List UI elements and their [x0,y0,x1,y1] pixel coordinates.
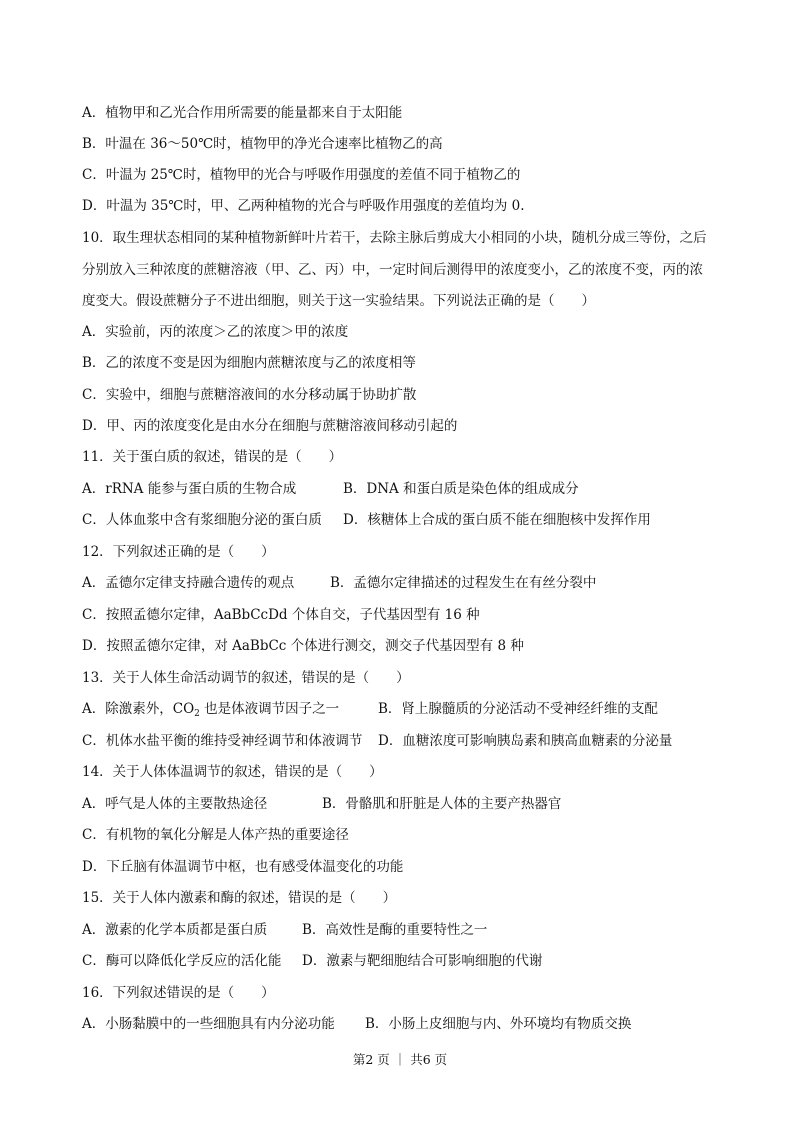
q12-option-b: B．孟德尔定律描述的过程发生在有丝分裂中 [330,575,597,591]
q11-option-c: C．人体血浆中含有浆细胞分泌的蛋白质 [82,512,322,528]
q11-option-a: A．rRNA 能参与蛋白质的生物合成 [82,481,297,497]
q12-stem: 12．下列叙述正确的是（ ） [82,544,275,560]
q10-option-a: A．实验前，丙的浓度＞乙的浓度＞甲的浓度 [82,324,349,340]
q14-option-a: A．呼气是人体的主要散热途径 [82,796,268,812]
q15-option-c: C．酶可以降低化学反应的活化能 [82,953,282,969]
q9-option-c: C．叶温为 25℃时，植物甲的光合与呼吸作用强度的差值不同于植物乙的 [82,167,521,183]
q12-option-d: D．按照孟德尔定律，对 AaBbCc 个体进行测交，测交子代基因型有 8 种 [82,638,524,654]
q13-option-b: B．肾上腺髓质的分泌活动不受神经纤维的支配 [378,701,658,717]
q14-option-b: B．骨骼肌和肝脏是人体的主要产热器官 [322,796,562,812]
q10-option-c: C．实验中，细胞与蔗糖溶液间的水分移动属于协助扩散 [82,387,417,403]
q15-option-a: A．激素的化学本质都是蛋白质 [82,922,268,938]
q10-option-b: B．乙的浓度不变是因为细胞内蔗糖浓度与乙的浓度相等 [82,355,416,371]
q11-option-b: B．DNA 和蛋白质是染色体的组成成分 [343,481,579,497]
q13-option-d: D．血糖浓度可影响胰岛素和胰高血糖素的分泌量 [378,733,673,749]
q9-option-b: B．叶温在 36～50℃时，植物甲的净光合速率比植物乙的高 [82,136,443,152]
q15-option-d: D．激素与靶细胞结合可影响细胞的代谢 [302,953,543,969]
q16-option-b: B．小肠上皮细胞与内、外环境均有物质交换 [365,1016,632,1032]
q9-option-d: D．叶温为 35℃时，甲、乙两种植物的光合与呼吸作用强度的差值均为 0. [82,198,525,214]
q11-stem: 11．关于蛋白质的叙述，错误的是（ ） [82,449,343,465]
q10-stem-line2: 分别放入三种浓度的蔗糖溶液（甲、乙、丙）中，一定时间后测得甲的浓度变小，乙的浓度不变，丙的浓 [82,262,703,278]
q13-stem: 13．关于人体生命活动调节的叙述，错误的是（ ） [82,670,410,686]
q15-option-b: B．高效性是酶的重要特性之一 [302,922,488,938]
q13-option-c: C．机体水盐平衡的维持受神经调节和体液调节 [82,733,363,749]
q10-stem-line3: 度变大。假设蔗糖分子不进出细胞，则关于这一实验结果。下列说法正确的是（ ） [82,293,595,309]
q10-option-d: D．甲、丙的浓度变化是由水分在细胞与蔗糖溶液间移动引起的 [82,418,458,434]
q9-option-a: A．植物甲和乙光合作用所需要的能量都来自于太阳能 [82,105,403,121]
q16-stem: 16．下列叙述错误的是（ ） [82,985,275,1001]
q12-option-c: C．按照孟德尔定律，AaBbCcDd 个体自交，子代基因型有 16 种 [82,607,480,623]
q14-stem: 14．关于人体体温调节的叙述，错误的是（ ） [82,764,383,780]
page-footer: 第2 页 ｜ 共6 页 [352,1052,448,1067]
q15-stem: 15．关于人体内激素和酶的叙述，错误的是（ ） [82,890,397,906]
q14-option-c: C．有机物的氧化分解是人体产热的重要途径 [82,827,349,843]
q10-stem-line1: 10．取生理状态相同的某种植物新鲜叶片若干，去除主脉后剪成大小相同的小块，随机分成三等份，之后 [82,230,707,246]
q13-option-a [82,700,339,723]
q13-option-a-subscript: 2 [194,709,200,719]
q13-option-a-post: 也是体液调节因子之一 [199,701,340,717]
q16-option-a: A．小肠黏膜中的一些细胞具有内分泌功能 [82,1016,335,1032]
q13-option-a-pre: A．除激素外，CO [82,701,195,717]
q14-option-d: D．下丘脑有体温调节中枢，也有感受体温变化的功能 [82,859,404,875]
q12-option-a: A．孟德尔定律支持融合遗传的观点 [82,575,295,591]
q11-option-d: D．核糖体上合成的蛋白质不能在细胞核中发挥作用 [343,512,651,528]
